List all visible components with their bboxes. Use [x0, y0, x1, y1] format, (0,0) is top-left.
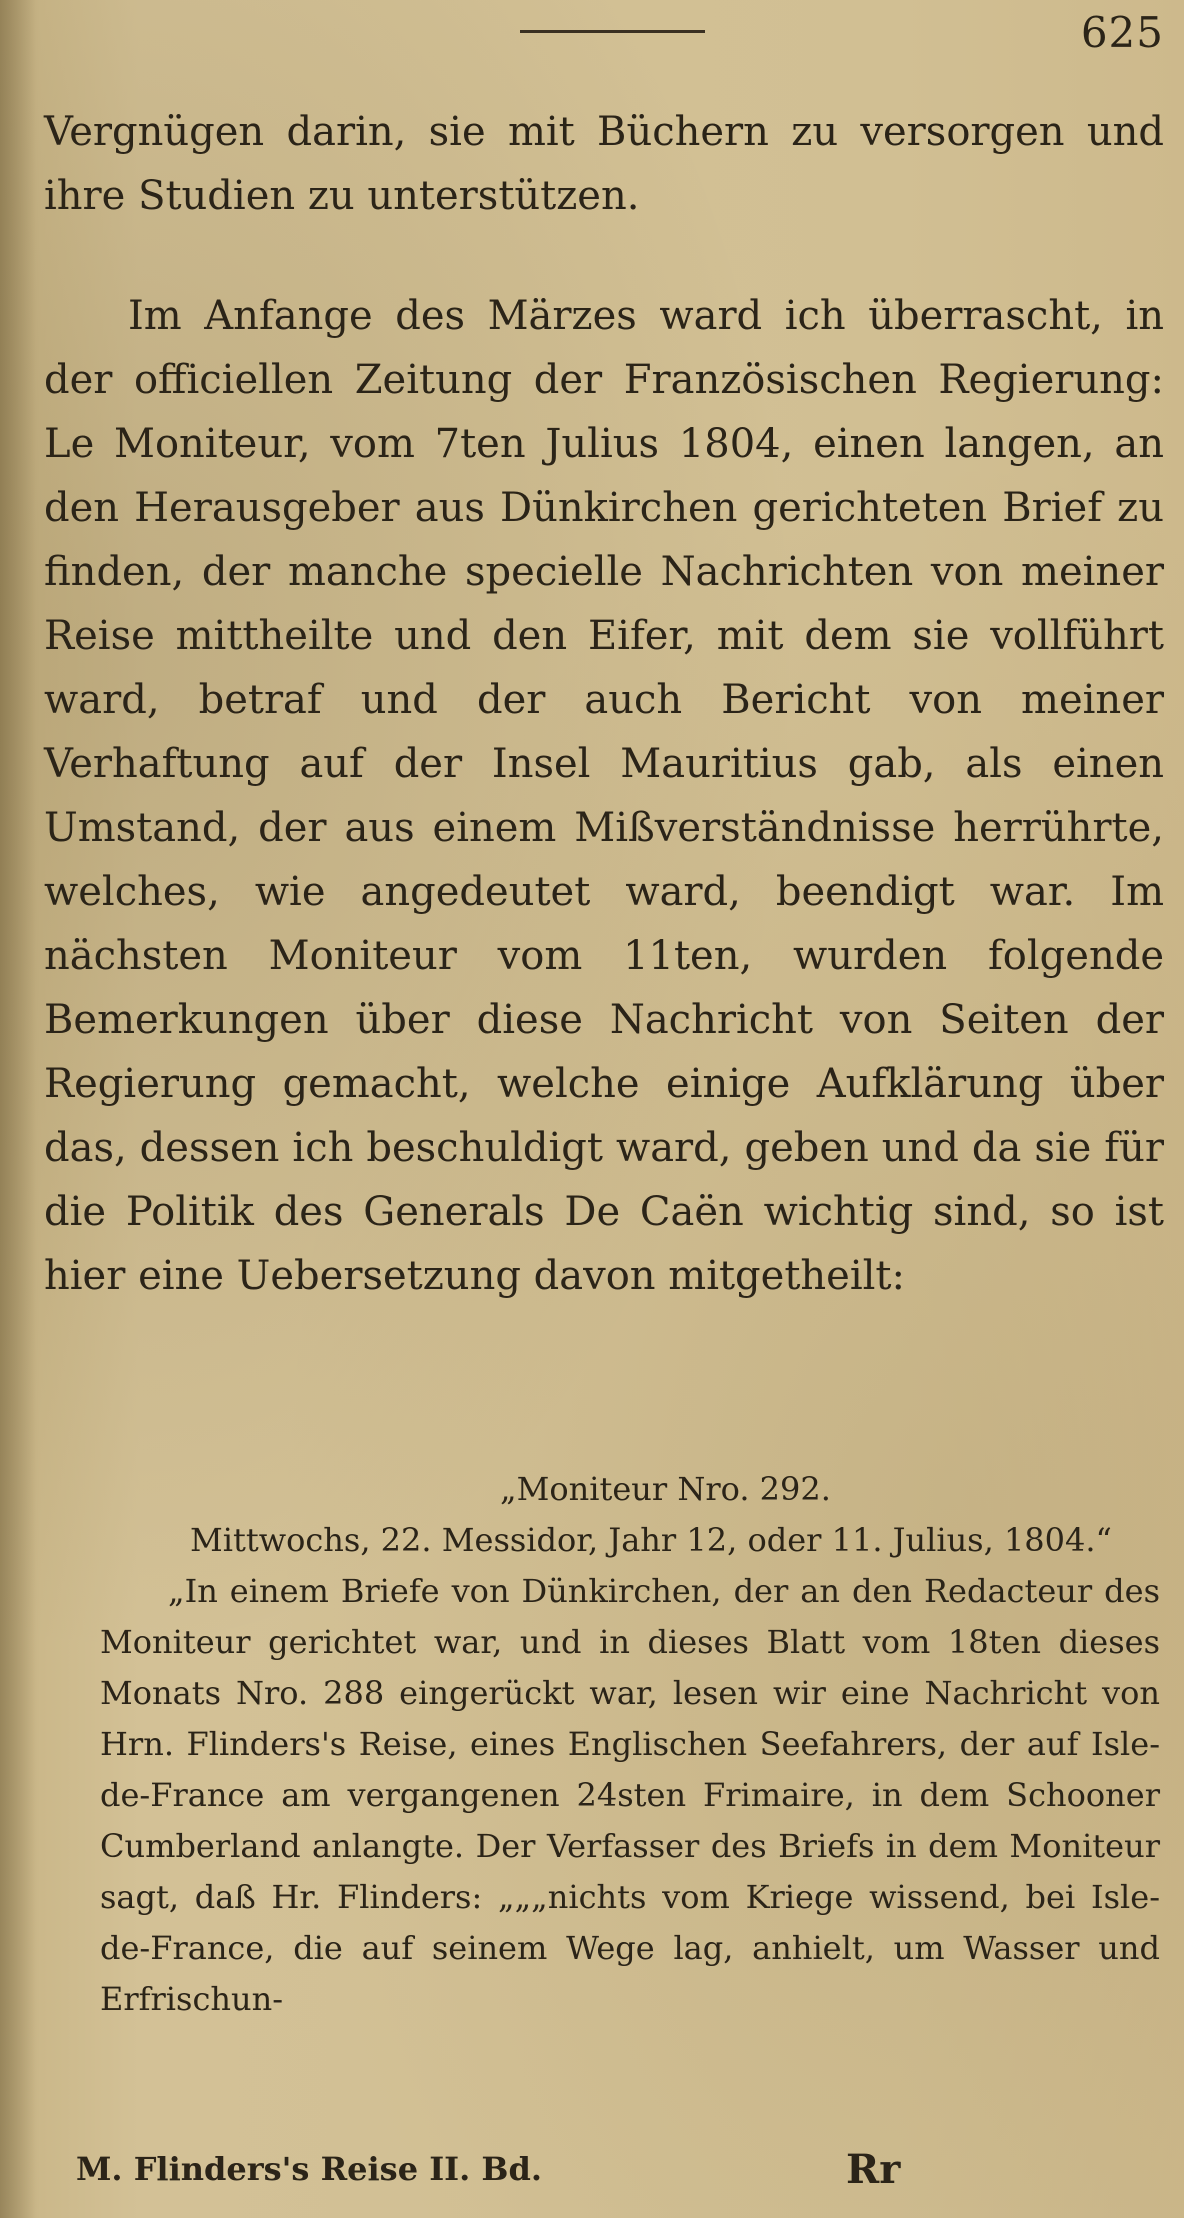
- quote-date: Mittwochs, 22. Messidor, Jahr 12, oder 11. Julius, 1804.“: [190, 1521, 1112, 1559]
- quote-reference: „Moniteur Nro. 292.: [500, 1470, 831, 1508]
- body-text: [44, 100, 1164, 1308]
- sheet-mark: Rr: [846, 2146, 901, 2193]
- page-footer: [76, 2146, 1166, 2198]
- paragraph-main: Im Anfange des Märzes ward ich überrascht, in der officiellen Zeitung der Französischen Regierung: Le Moniteur, vom 7ten Julius 1804, einen langen, an den Herausgeber aus Dünkirchen gerichteten Brief zu finden, der manche specielle Nachrichten von meiner Reise mittheilte und den Eifer, mit dem sie vollführt ward, betraf und der auch Bericht von meiner Verhaftung auf der Insel Mauritius gab, als einen Umstand, der aus einem Mißverständnisse herrührte, welches, wie angedeutet ward, beendigt war. Im nächsten Moniteur vom 11ten, wurden folgende Bemerkungen über diese Nachricht von Seiten der Regierung gemacht, welche einige Aufklärung über das, dessen ich beschuldigt ward, geben und da sie für die Politik des Generals De Caën wichtig sind, so ist hier eine Uebersetzung davon mitgetheilt:: [44, 293, 1164, 1299]
- quoted-article: [100, 1464, 1160, 2025]
- binding-shadow: [0, 0, 36, 2218]
- header-rule: [520, 30, 705, 33]
- footer-signature: M. Flinders's Reise II. Bd.: [76, 2150, 542, 2188]
- page-number: 625: [1080, 8, 1164, 57]
- paragraph-continuation: Vergnügen darin, sie mit Büchern zu versorgen und ihre Studien zu unterstützen.: [44, 109, 1164, 219]
- quote-text: „In einem Briefe von Dünkirchen, der an den Redacteur des Moniteur gerichtet war, und in dieses Blatt vom 18ten dieses Monats Nro. 288 eingerückt war, lesen wir eine Nachricht von Hrn. Flinders's Reise, eines Englischen Seefahrers, der auf Isle-de-France am vergangenen 24sten Frimaire, in dem Schooner Cumberland anlangte. Der Verfasser des Briefs in dem Moniteur sagt, daß Hr. Flinders: „„„nichts vom Kriege wissend, bei Isle-de-France, die auf seinem Wege lag, anhielt, um Wasser und Erfrischun-: [100, 1572, 1160, 2018]
